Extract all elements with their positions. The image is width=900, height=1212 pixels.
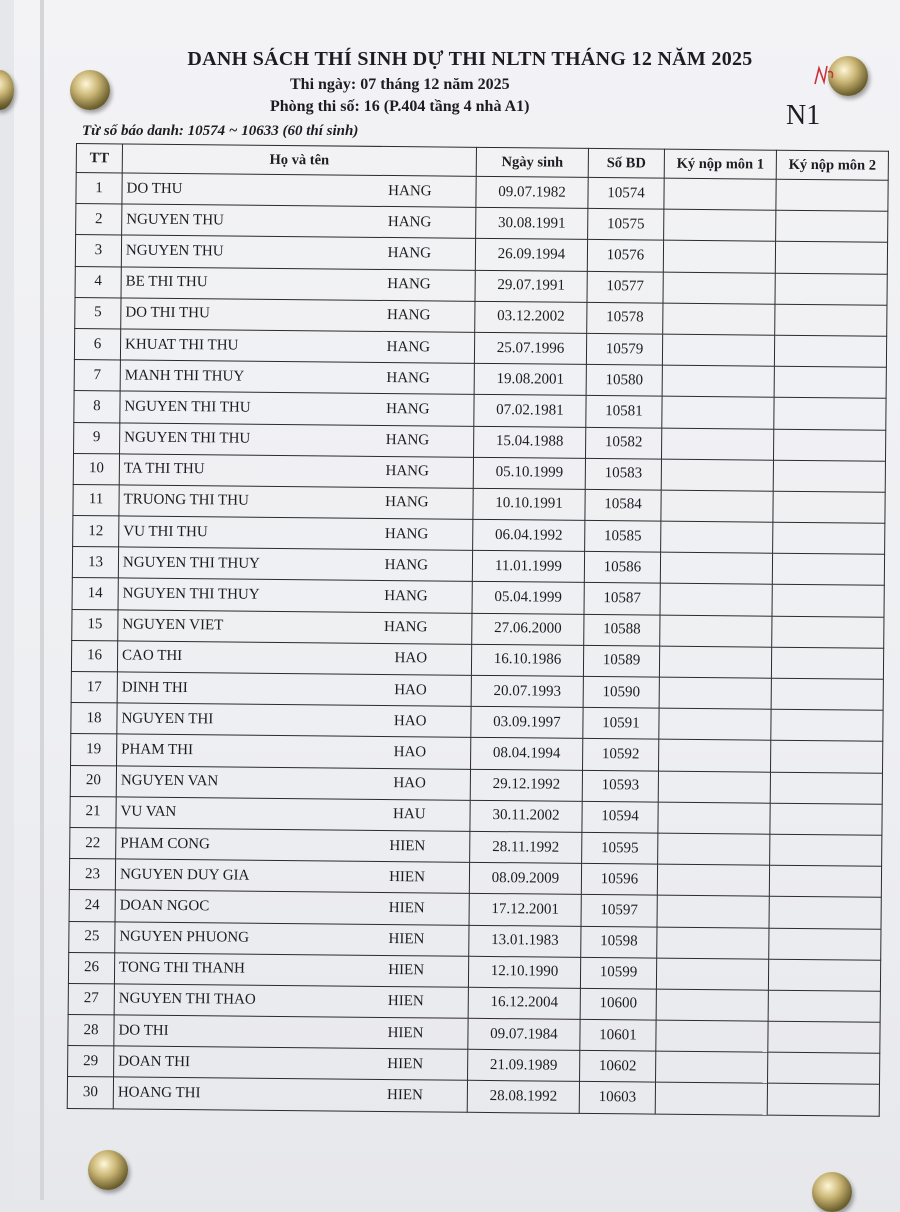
cell-sbd: 10601 (580, 1019, 656, 1051)
cell-tt: 17 (71, 671, 117, 703)
cell-name (117, 703, 471, 738)
cell-sign-2[interactable] (774, 366, 886, 398)
cell-sign-1[interactable] (663, 241, 775, 273)
cell-tt: 3 (75, 235, 121, 267)
cell-tt: 28 (68, 1015, 114, 1047)
cell-name (114, 953, 468, 988)
cell-sbd: 10590 (583, 676, 659, 708)
cell-given-name: HAO (393, 712, 427, 730)
cell-tt: 22 (70, 827, 116, 859)
cell-dob: 13.01.1983 (469, 925, 581, 957)
cell-family-name: DOAN THI (118, 1053, 191, 1070)
cell-sign-1[interactable] (656, 958, 768, 990)
cell-sbd: 10600 (580, 988, 656, 1020)
cell-family-name: DINH THI (121, 679, 188, 696)
cell-given-name: HANG (384, 525, 429, 543)
cell-sign-1[interactable] (655, 1083, 767, 1115)
cell-name (114, 984, 468, 1019)
cell-sign-2[interactable] (770, 741, 882, 773)
cell-given-name: HIEN (389, 837, 426, 854)
cell-sbd: 10597 (581, 895, 657, 927)
cell-sign-2[interactable] (773, 491, 885, 523)
cell-dob: 08.04.1994 (471, 738, 583, 770)
cell-given-name: HANG (387, 276, 431, 293)
cell-given-name: HIEN (387, 1055, 424, 1073)
cell-family-name: NGUYEN VAN (120, 772, 219, 790)
cell-family-name: NGUYEN DUY GIA (119, 866, 250, 884)
cell-sign-2[interactable] (768, 990, 880, 1022)
cell-name (122, 204, 476, 239)
cell-sign-2[interactable] (775, 273, 887, 305)
cell-given-name: HAO (394, 681, 427, 698)
cell-sign-2[interactable] (773, 429, 885, 461)
header-sign-2: Ký nộp môn 2 (776, 150, 888, 180)
cell-tt: 1 (76, 173, 122, 205)
cell-sbd: 10595 (582, 832, 658, 864)
cell-given-name: HANG (383, 619, 428, 636)
cell-dob: 12.10.1990 (468, 956, 580, 988)
cell-sbd: 10587 (584, 583, 660, 615)
cell-sign-1[interactable] (659, 739, 771, 771)
cell-name (118, 610, 472, 645)
cell-sign-1[interactable] (662, 365, 774, 397)
cell-dob: 15.04.1988 (474, 426, 586, 458)
cell-family-name: NGUYEN THI THU (124, 398, 251, 416)
cell-sbd: 10585 (585, 520, 661, 552)
cell-name (114, 1046, 468, 1081)
cell-dob: 03.09.1997 (471, 707, 583, 739)
cell-family-name: KHUAT THI THU (124, 336, 239, 354)
cell-name (117, 734, 471, 769)
cell-sign-2[interactable] (771, 678, 883, 710)
cell-sbd: 10584 (585, 489, 661, 521)
cell-family-name: VU THI THU (123, 523, 208, 540)
cell-dob: 06.04.1992 (473, 519, 585, 551)
cell-tt: 24 (69, 890, 115, 922)
pin-icon (812, 1172, 852, 1212)
room-code: N1 (786, 100, 821, 131)
cell-tt: 5 (75, 297, 121, 329)
candidate-table (67, 143, 889, 1116)
cell-given-name: HAO (394, 650, 428, 667)
cell-given-name: HANG (384, 556, 429, 574)
cell-name (121, 298, 475, 333)
cell-sign-1[interactable] (656, 1020, 768, 1052)
cell-name (119, 454, 473, 489)
cell-family-name: TA THI THU (123, 460, 205, 478)
cell-sign-1[interactable] (662, 396, 774, 428)
cell-dob: 29.07.1991 (475, 270, 587, 302)
exam-room: Phòng thi số: 16 (P.404 tầng 4 nhà A1) (270, 98, 530, 115)
cell-tt: 16 (71, 640, 117, 672)
cell-sign-1[interactable] (661, 428, 773, 460)
cell-sign-1[interactable] (663, 272, 775, 304)
cell-dob: 16.10.1986 (471, 644, 583, 676)
cell-given-name: HAU (392, 806, 426, 823)
cell-name (116, 765, 470, 800)
cell-given-name: HANG (384, 588, 428, 605)
cell-dob: 11.01.1999 (472, 551, 584, 583)
cell-sign-2[interactable] (770, 834, 882, 866)
cell-tt: 2 (76, 204, 122, 236)
cell-dob: 08.09.2009 (469, 862, 581, 894)
cell-sign-1[interactable] (662, 334, 774, 366)
cell-dob: 30.08.1991 (476, 208, 588, 240)
cell-name (115, 921, 469, 956)
cell-dob: 10.10.1991 (473, 488, 585, 520)
cell-sign-2[interactable] (769, 928, 881, 960)
header-sign-1: Ký nộp môn 1 (664, 149, 776, 179)
cell-family-name: NGUYEN THI THU (124, 429, 251, 447)
cell-family-name: TONG THI THANH (119, 959, 245, 977)
cell-family-name: DO THI THU (125, 304, 210, 322)
cell-sign-2[interactable] (776, 210, 888, 242)
cell-name (117, 672, 471, 707)
cell-sign-2[interactable] (771, 709, 883, 741)
cell-given-name: HIEN (389, 868, 426, 886)
cell-family-name: DO THI (118, 1022, 169, 1039)
cell-sbd: 10581 (586, 396, 662, 428)
cell-sign-1[interactable] (658, 833, 770, 865)
cell-name (121, 235, 475, 270)
cell-sign-1[interactable] (659, 708, 771, 740)
cell-name (118, 547, 472, 582)
cell-name (117, 641, 471, 676)
cell-sbd: 10591 (583, 708, 659, 740)
cell-sign-2[interactable] (768, 1052, 880, 1084)
cell-name (118, 578, 472, 613)
cell-sbd: 10579 (586, 333, 662, 365)
header-name: Họ và tên (122, 144, 476, 176)
pin-icon (70, 70, 110, 110)
cell-tt: 8 (74, 391, 120, 423)
cell-family-name: DO THU (126, 180, 183, 197)
pin-icon (0, 70, 14, 110)
cell-tt: 6 (74, 328, 120, 360)
cell-given-name: HANG (387, 213, 432, 231)
cell-sign-1[interactable] (659, 677, 771, 709)
cell-sign-2[interactable] (768, 1021, 880, 1053)
cell-given-name: HANG (388, 182, 432, 200)
cell-name (115, 859, 469, 894)
document-title: DANH SÁCH THÍ SINH DỰ THI NLTN THÁNG 12 NĂM 2025 (187, 48, 753, 70)
cell-given-name: HANG (385, 463, 429, 480)
cell-sbd: 10599 (580, 957, 656, 989)
cell-sign-1[interactable] (657, 895, 769, 927)
cell-family-name: NGUYEN THU (126, 211, 224, 229)
cell-sign-1[interactable] (659, 646, 771, 678)
cell-sign-1[interactable] (663, 303, 775, 335)
cell-name (119, 485, 473, 520)
cell-sign-1[interactable] (656, 1051, 768, 1083)
cell-tt: 10 (73, 453, 119, 485)
cell-given-name: HAO (393, 775, 426, 792)
cell-sbd: 10596 (581, 864, 657, 896)
cell-tt: 15 (72, 609, 118, 641)
cell-tt: 23 (69, 859, 115, 891)
cell-tt: 21 (70, 796, 116, 828)
cell-sbd: 10598 (581, 926, 657, 958)
cell-family-name: NGUYEN THI THAO (118, 990, 256, 1009)
red-pen-mark-icon (812, 62, 838, 88)
cell-name (114, 1015, 468, 1050)
cell-family-name: CAO THI (122, 647, 183, 665)
cell-given-name: HANG (386, 400, 430, 418)
cell-sign-1[interactable] (656, 989, 768, 1021)
cell-family-name: NGUYEN THI THUY (122, 554, 260, 572)
cell-sign-1[interactable] (660, 552, 772, 584)
cell-dob: 09.07.1982 (476, 176, 588, 208)
cell-tt: 27 (68, 983, 114, 1015)
header-tt: TT (76, 144, 122, 173)
cell-tt: 26 (68, 952, 114, 984)
pin-icon (88, 1150, 128, 1190)
cell-name (120, 391, 474, 426)
cell-dob: 21.09.1989 (468, 1050, 580, 1082)
cell-sign-1[interactable] (661, 490, 773, 522)
cell-sbd: 10580 (586, 365, 662, 397)
cell-family-name: HOANG THI (117, 1084, 201, 1102)
cell-given-name: HANG (386, 307, 431, 324)
cell-sign-1[interactable] (661, 459, 773, 491)
cell-name (119, 516, 473, 551)
cell-sign-2[interactable] (767, 1084, 879, 1116)
cell-name (122, 173, 476, 208)
cell-tt: 11 (73, 484, 119, 516)
header-sbd: Số BD (588, 148, 664, 178)
cell-family-name: DOAN NGOC (119, 897, 210, 915)
cell-sign-2[interactable] (772, 616, 884, 648)
cell-given-name: HANG (386, 369, 430, 387)
cell-given-name: HIEN (388, 931, 425, 948)
cell-family-name: MANH THI THUY (124, 367, 245, 385)
cell-dob: 26.09.1994 (475, 239, 587, 271)
cell-tt: 12 (73, 516, 119, 548)
cell-family-name: TRUONG THI THU (123, 491, 249, 510)
cell-dob: 16.12.2004 (468, 987, 580, 1019)
cell-dob: 05.04.1999 (472, 582, 584, 614)
cell-family-name: NGUYEN THI (121, 710, 214, 728)
cell-sbd: 10578 (587, 302, 663, 334)
cell-dob: 28.11.1992 (470, 831, 582, 863)
cell-dob: 28.08.1992 (467, 1081, 579, 1113)
cell-sign-1[interactable] (658, 771, 770, 803)
cell-sign-1[interactable] (664, 209, 776, 241)
cell-name (113, 1077, 467, 1112)
cell-tt: 19 (71, 734, 117, 766)
cell-sbd: 10589 (583, 645, 659, 677)
cell-family-name: VU VAN (120, 803, 177, 821)
cell-sbd: 10588 (584, 614, 660, 646)
cell-family-name: PHAM CONG (120, 834, 210, 852)
cell-sbd: 10593 (582, 770, 658, 802)
cell-dob: 27.06.2000 (472, 613, 584, 645)
cell-given-name: HANG (385, 494, 429, 511)
cell-name (116, 828, 470, 863)
cell-tt: 13 (72, 547, 118, 579)
cell-family-name: NGUYEN PHUONG (119, 928, 250, 946)
cell-sign-2[interactable] (774, 398, 886, 430)
cell-sign-2[interactable] (775, 242, 887, 274)
cell-dob: 09.07.1984 (468, 1018, 580, 1050)
cell-tt: 25 (69, 921, 115, 953)
cell-given-name: HIEN (387, 993, 424, 1010)
cell-sign-2[interactable] (772, 585, 884, 617)
cell-sign-2[interactable] (774, 335, 886, 367)
cell-sbd: 10574 (588, 177, 664, 209)
cell-sign-2[interactable] (770, 772, 882, 804)
cell-dob: 19.08.2001 (474, 363, 586, 395)
candidate-range: Từ số báo danh: 10574 ~ 10633 (60 thí sinh) (82, 123, 359, 139)
exam-date: Thi ngày: 07 tháng 12 năm 2025 (290, 76, 510, 93)
cell-sign-1[interactable] (664, 178, 776, 210)
cell-sign-2[interactable] (773, 522, 885, 554)
cell-name (120, 422, 474, 457)
cell-dob: 17.12.2001 (469, 894, 581, 926)
cell-sbd: 10576 (587, 240, 663, 272)
cell-tt: 20 (70, 765, 116, 797)
cell-sign-2[interactable] (776, 179, 888, 211)
cell-given-name: HANG (385, 432, 430, 449)
cell-sign-2[interactable] (771, 647, 883, 679)
paper-fold-edge (40, 0, 44, 1200)
cell-given-name: HIEN (388, 962, 425, 979)
cell-tt: 14 (72, 578, 118, 610)
cell-name (121, 267, 475, 302)
cell-sbd: 10577 (587, 271, 663, 303)
cell-given-name: HIEN (387, 1024, 424, 1042)
cell-tt: 30 (67, 1077, 113, 1109)
cell-sign-2[interactable] (769, 897, 881, 929)
cell-family-name: NGUYEN THU (125, 242, 224, 260)
cell-sign-1[interactable] (661, 521, 773, 553)
cell-tt: 18 (71, 703, 117, 735)
cell-sbd: 10602 (580, 1051, 656, 1083)
cell-tt: 9 (74, 422, 120, 454)
cell-dob: 03.12.2002 (475, 301, 587, 333)
cell-sbd: 10586 (584, 552, 660, 584)
cell-given-name: HANG (387, 244, 432, 262)
cell-name (116, 797, 470, 832)
cell-sbd: 10603 (579, 1082, 655, 1114)
cell-sign-2[interactable] (775, 304, 887, 336)
cell-sign-1[interactable] (658, 802, 770, 834)
cell-given-name: HANG (386, 338, 431, 355)
cell-name (120, 329, 474, 364)
header-dob: Ngày sinh (476, 147, 588, 177)
cell-family-name: NGUYEN THI THUY (122, 585, 260, 603)
cell-name (115, 890, 469, 925)
cell-given-name: HAO (393, 744, 427, 761)
cell-family-name: BE THI THU (125, 273, 208, 291)
table-body (67, 173, 888, 1116)
cell-sbd: 10583 (585, 458, 661, 490)
cell-sign-2[interactable] (769, 865, 881, 897)
cell-tt: 7 (74, 360, 120, 392)
cell-sign-1[interactable] (660, 615, 772, 647)
cell-dob: 29.12.1992 (470, 769, 582, 801)
cell-given-name: HIEN (388, 899, 425, 917)
cell-sbd: 10594 (582, 801, 658, 833)
cell-given-name: HIEN (386, 1087, 423, 1104)
cell-sign-2[interactable] (770, 803, 882, 835)
cell-dob: 30.11.2002 (470, 800, 582, 832)
cell-sign-2[interactable] (773, 460, 885, 492)
cell-family-name: NGUYEN VIET (122, 616, 224, 634)
cell-tt: 29 (68, 1046, 114, 1078)
cell-dob: 07.02.1981 (474, 395, 586, 427)
cell-sign-1[interactable] (660, 584, 772, 616)
cell-sbd: 10592 (583, 739, 659, 771)
cell-name (120, 360, 474, 395)
cell-sign-2[interactable] (772, 553, 884, 585)
cell-dob: 20.07.1993 (471, 675, 583, 707)
cell-dob: 25.07.1996 (474, 332, 586, 364)
cell-sign-1[interactable] (657, 927, 769, 959)
cell-dob: 05.10.1999 (473, 457, 585, 489)
cell-sbd: 10582 (585, 427, 661, 459)
cell-sign-1[interactable] (657, 864, 769, 896)
cell-sbd: 10575 (588, 209, 664, 241)
cell-family-name: PHAM THI (121, 741, 194, 759)
cell-sign-2[interactable] (768, 959, 880, 991)
cell-tt: 4 (75, 266, 121, 298)
